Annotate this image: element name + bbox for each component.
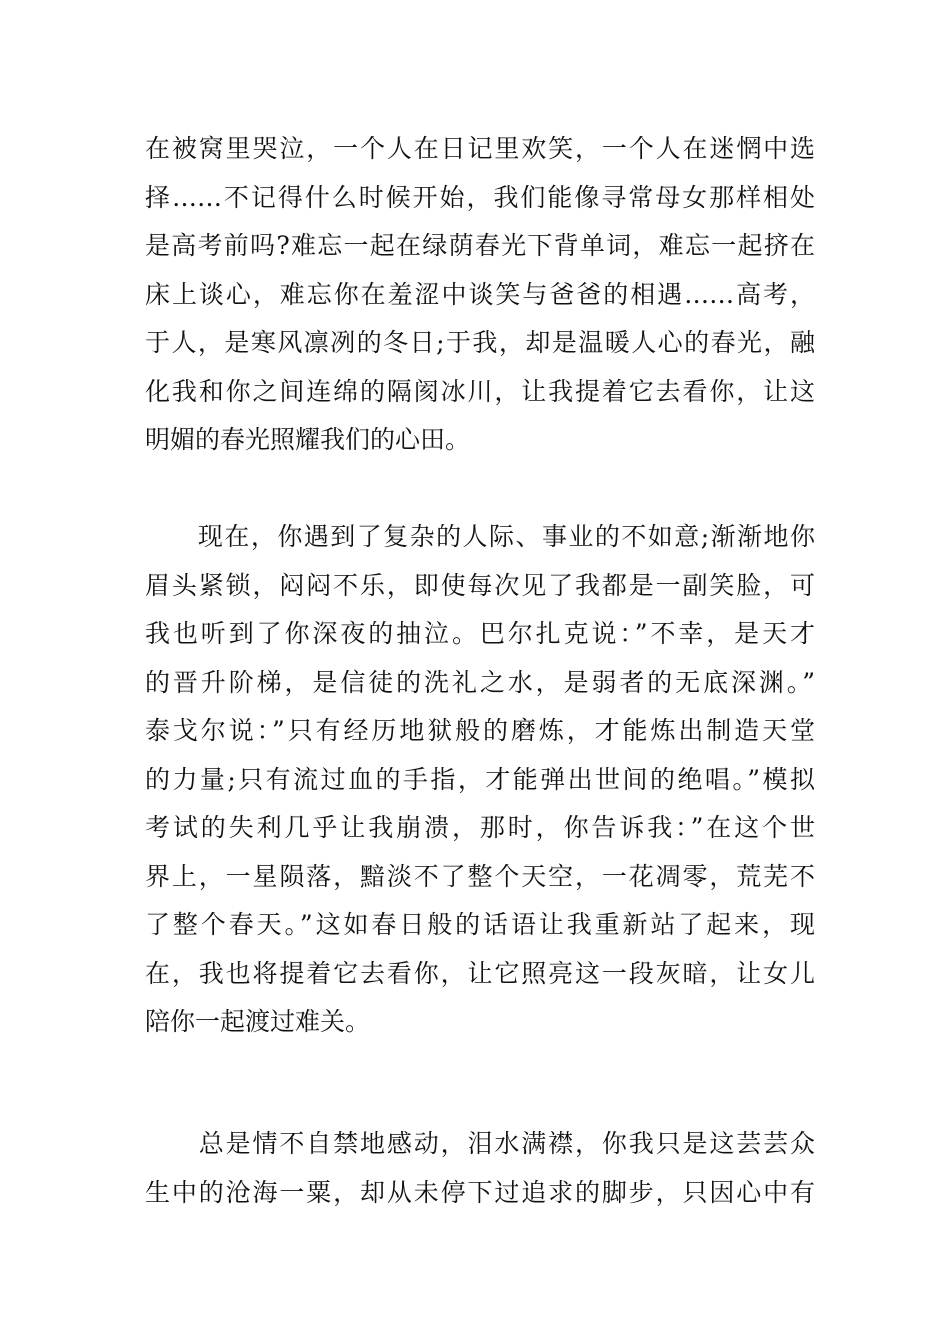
text-line: 明媚的春光照耀我们的心田。: [145, 425, 471, 454]
text-line: 泰戈尔说：”只有经历地狱般的磨炼，才能炼出制造天堂: [145, 716, 815, 745]
text-line: 了整个春天。”这如春日般的话语让我重新站了起来，现: [145, 910, 815, 939]
text-line: 于人，是寒风凛冽的冬日;于我，却是温暖人心的春光，融: [145, 328, 815, 357]
text-line: 生中的沧海一粟，却从未停下过追求的脚步，只因心中有: [145, 1177, 815, 1207]
text-line: 陪你一起渡过难关。: [145, 1007, 371, 1036]
text-line: 择……不记得什么时候开始，我们能像寻常母女那样相处: [145, 182, 815, 212]
text-line: 的晋升阶梯，是信徒的洗礼之水，是弱者的无底深渊。”: [145, 667, 815, 697]
text-line: 眉头紧锁，闷闷不乐，即使每次见了我都是一副笑脸，可: [145, 570, 815, 600]
text-line: 我也听到了你深夜的抽泣。巴尔扎克说：”不幸，是天才: [145, 619, 815, 648]
text-line: 在被窝里哭泣，一个人在日记里欢笑，一个人在迷惘中选: [145, 134, 815, 163]
text-line: 是高考前吗?难忘一起在绿荫春光下背单词，难忘一起挤在: [145, 231, 815, 260]
paragraph-3: [145, 1120, 815, 1217]
text-line: 总是情不自禁地感动，泪水满襟，你我只是这芸芸众: [145, 1129, 815, 1158]
text-line: 床上谈心，难忘你在羞涩中谈笑与爸爸的相遇……高考，: [145, 279, 815, 309]
paragraph-1: [145, 125, 815, 465]
text-line: 的力量;只有流过血的手指，才能弹出世间的绝唱。”模拟: [145, 764, 815, 794]
text-line: 界上，一星陨落，黯淡不了整个天空，一花凋零，荒芜不: [145, 861, 815, 891]
text-line: 现在，你遇到了复杂的人际、事业的不如意;渐渐地你: [145, 522, 815, 551]
text-line: 考试的失利几乎让我崩溃，那时，你告诉我：”在这个世: [145, 813, 815, 842]
text-line: 化我和你之间连绵的隔阂冰川，让我提着它去看你，让这: [145, 376, 815, 406]
text-line: 在，我也将提着它去看你，让它照亮这一段灰暗，让女儿: [145, 958, 815, 988]
paragraph-2: [145, 513, 815, 1047]
